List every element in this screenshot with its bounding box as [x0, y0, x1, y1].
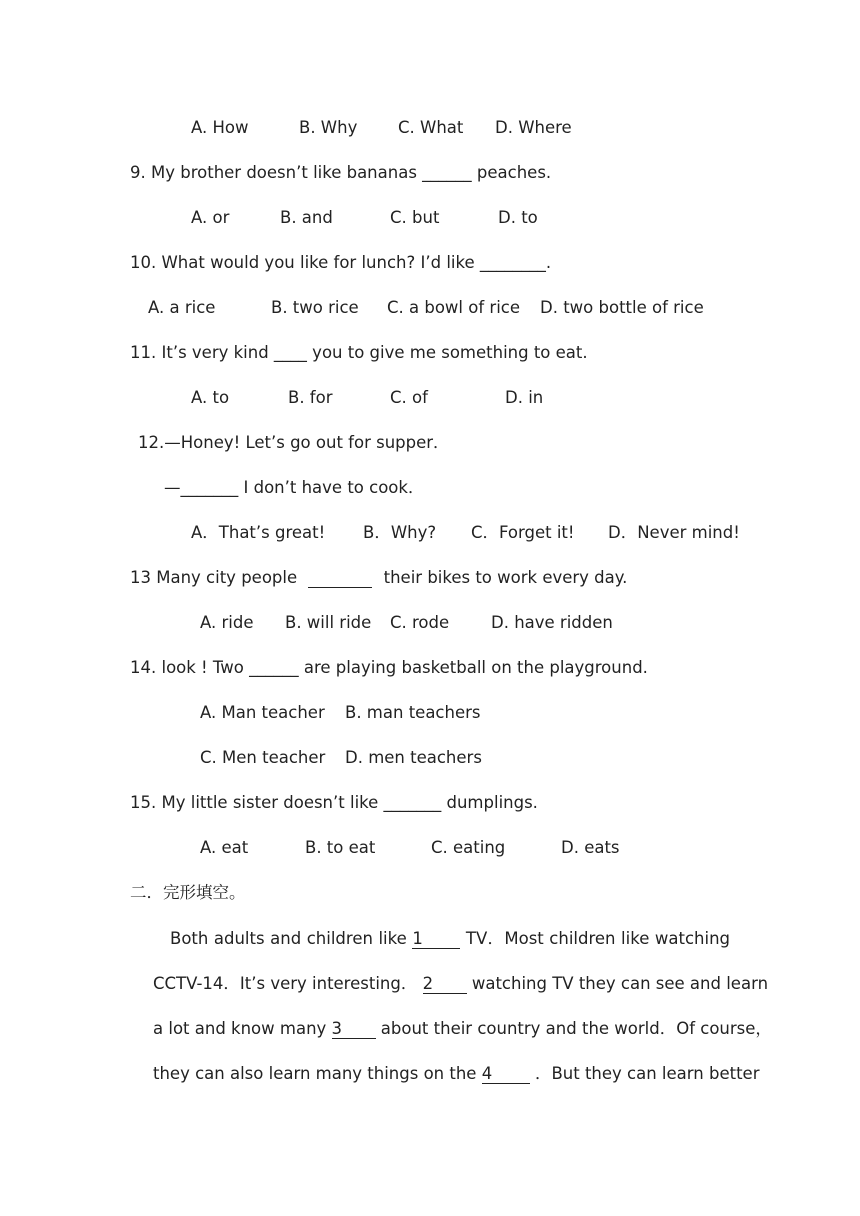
q8-option-b: B. Why — [299, 118, 358, 137]
passage-line-3-before: a lot and know many — [153, 1019, 327, 1038]
passage-line-2-before: CCTV-14．It’s very interesting． — [153, 974, 418, 993]
passage-line-1-before: Both adults and children like — [170, 929, 407, 948]
q14-option-b: B. man teachers — [345, 703, 481, 722]
q9-option-b: B. and — [280, 208, 333, 227]
q9-stem: 9. My brother doesn’t like bananas ______ peaches. — [130, 163, 552, 182]
q12-stem: 12.—Honey! Let’s go out for supper． — [138, 433, 450, 452]
q13-option-b: B. will ride — [285, 613, 372, 632]
q11-option-d: D. in — [505, 388, 544, 407]
q12-option-a: A．That’s great! — [191, 523, 326, 542]
q14-option-d: D. men teachers — [345, 748, 482, 767]
q13-stem-before: 13 Many city people — [130, 568, 298, 587]
q10-option-a: A. a rice — [148, 298, 216, 317]
q12-option-d: D．Never mind! — [608, 523, 740, 542]
passage-line-4-after: ．But they can learn better — [534, 1064, 760, 1083]
q15-option-d: D. eats — [561, 838, 620, 857]
q15-option-c: C. eating — [431, 838, 506, 857]
q11-option-a: A. to — [191, 388, 230, 407]
q13-option-a: A. ride — [200, 613, 254, 632]
q12-reply: —_______ I don’t have to cook． — [164, 478, 425, 497]
q9-option-c: C. but — [390, 208, 440, 227]
q15-option-a: A. eat — [200, 838, 249, 857]
q8-option-d: D. Where — [495, 118, 572, 137]
q10-stem: 10. What would you like for lunch? I’d like ________. — [130, 253, 552, 272]
q14-stem: 14. look ! Two ______ are playing basketball on the playground. — [130, 658, 648, 677]
q14-option-a: A. Man teacher — [200, 703, 325, 722]
q11-stem: 11. It’s very kind ____ you to give me something to eat. — [130, 343, 588, 362]
q13-stem-after: their bikes to work every day. — [383, 568, 628, 587]
q14-option-c: C. Men teacher — [200, 748, 326, 767]
q13-option-d: D. have ridden — [491, 613, 613, 632]
q13-blank — [308, 569, 372, 588]
blank-3: 3 — [332, 1020, 376, 1039]
passage-line-2-after: watching TV they can see and learn — [471, 974, 769, 993]
q8-option-a: A. How — [191, 118, 249, 137]
q9-option-d: D. to — [498, 208, 538, 227]
q13-stem — [130, 567, 627, 589]
passage-line-3 — [153, 1018, 772, 1040]
q9-option-a: A. or — [191, 208, 230, 227]
q10-option-c: C. a bowl of rice — [387, 298, 520, 317]
q8-option-c: C. What — [398, 118, 464, 137]
section-2-heading: 二．完形填空。 — [130, 883, 246, 902]
passage-line-4-before: they can also learn many things on the — [153, 1064, 477, 1083]
q10-option-d: D. two bottle of rice — [540, 298, 704, 317]
q13-option-c: C. rode — [390, 613, 450, 632]
blank-4: 4 — [482, 1065, 530, 1084]
q10-option-b: B. two rice — [271, 298, 359, 317]
passage-line-3-after: about their country and the world．Of course， — [380, 1019, 772, 1038]
q12-option-b: B．Why? — [363, 523, 437, 542]
passage-line-1 — [170, 928, 730, 950]
blank-1: 1 — [412, 930, 460, 949]
q15-option-b: B. to eat — [305, 838, 376, 857]
passage-line-4 — [153, 1063, 760, 1085]
q15-stem: 15. My little sister doesn’t like _______ dumplings. — [130, 793, 538, 812]
passage-line-2 — [153, 973, 769, 995]
q11-option-b: B. for — [288, 388, 333, 407]
q12-option-c: C．Forget it! — [471, 523, 575, 542]
passage-line-1-after: TV．Most children like watching — [465, 929, 731, 948]
blank-2: 2 — [423, 975, 467, 994]
q11-option-c: C. of — [390, 388, 428, 407]
